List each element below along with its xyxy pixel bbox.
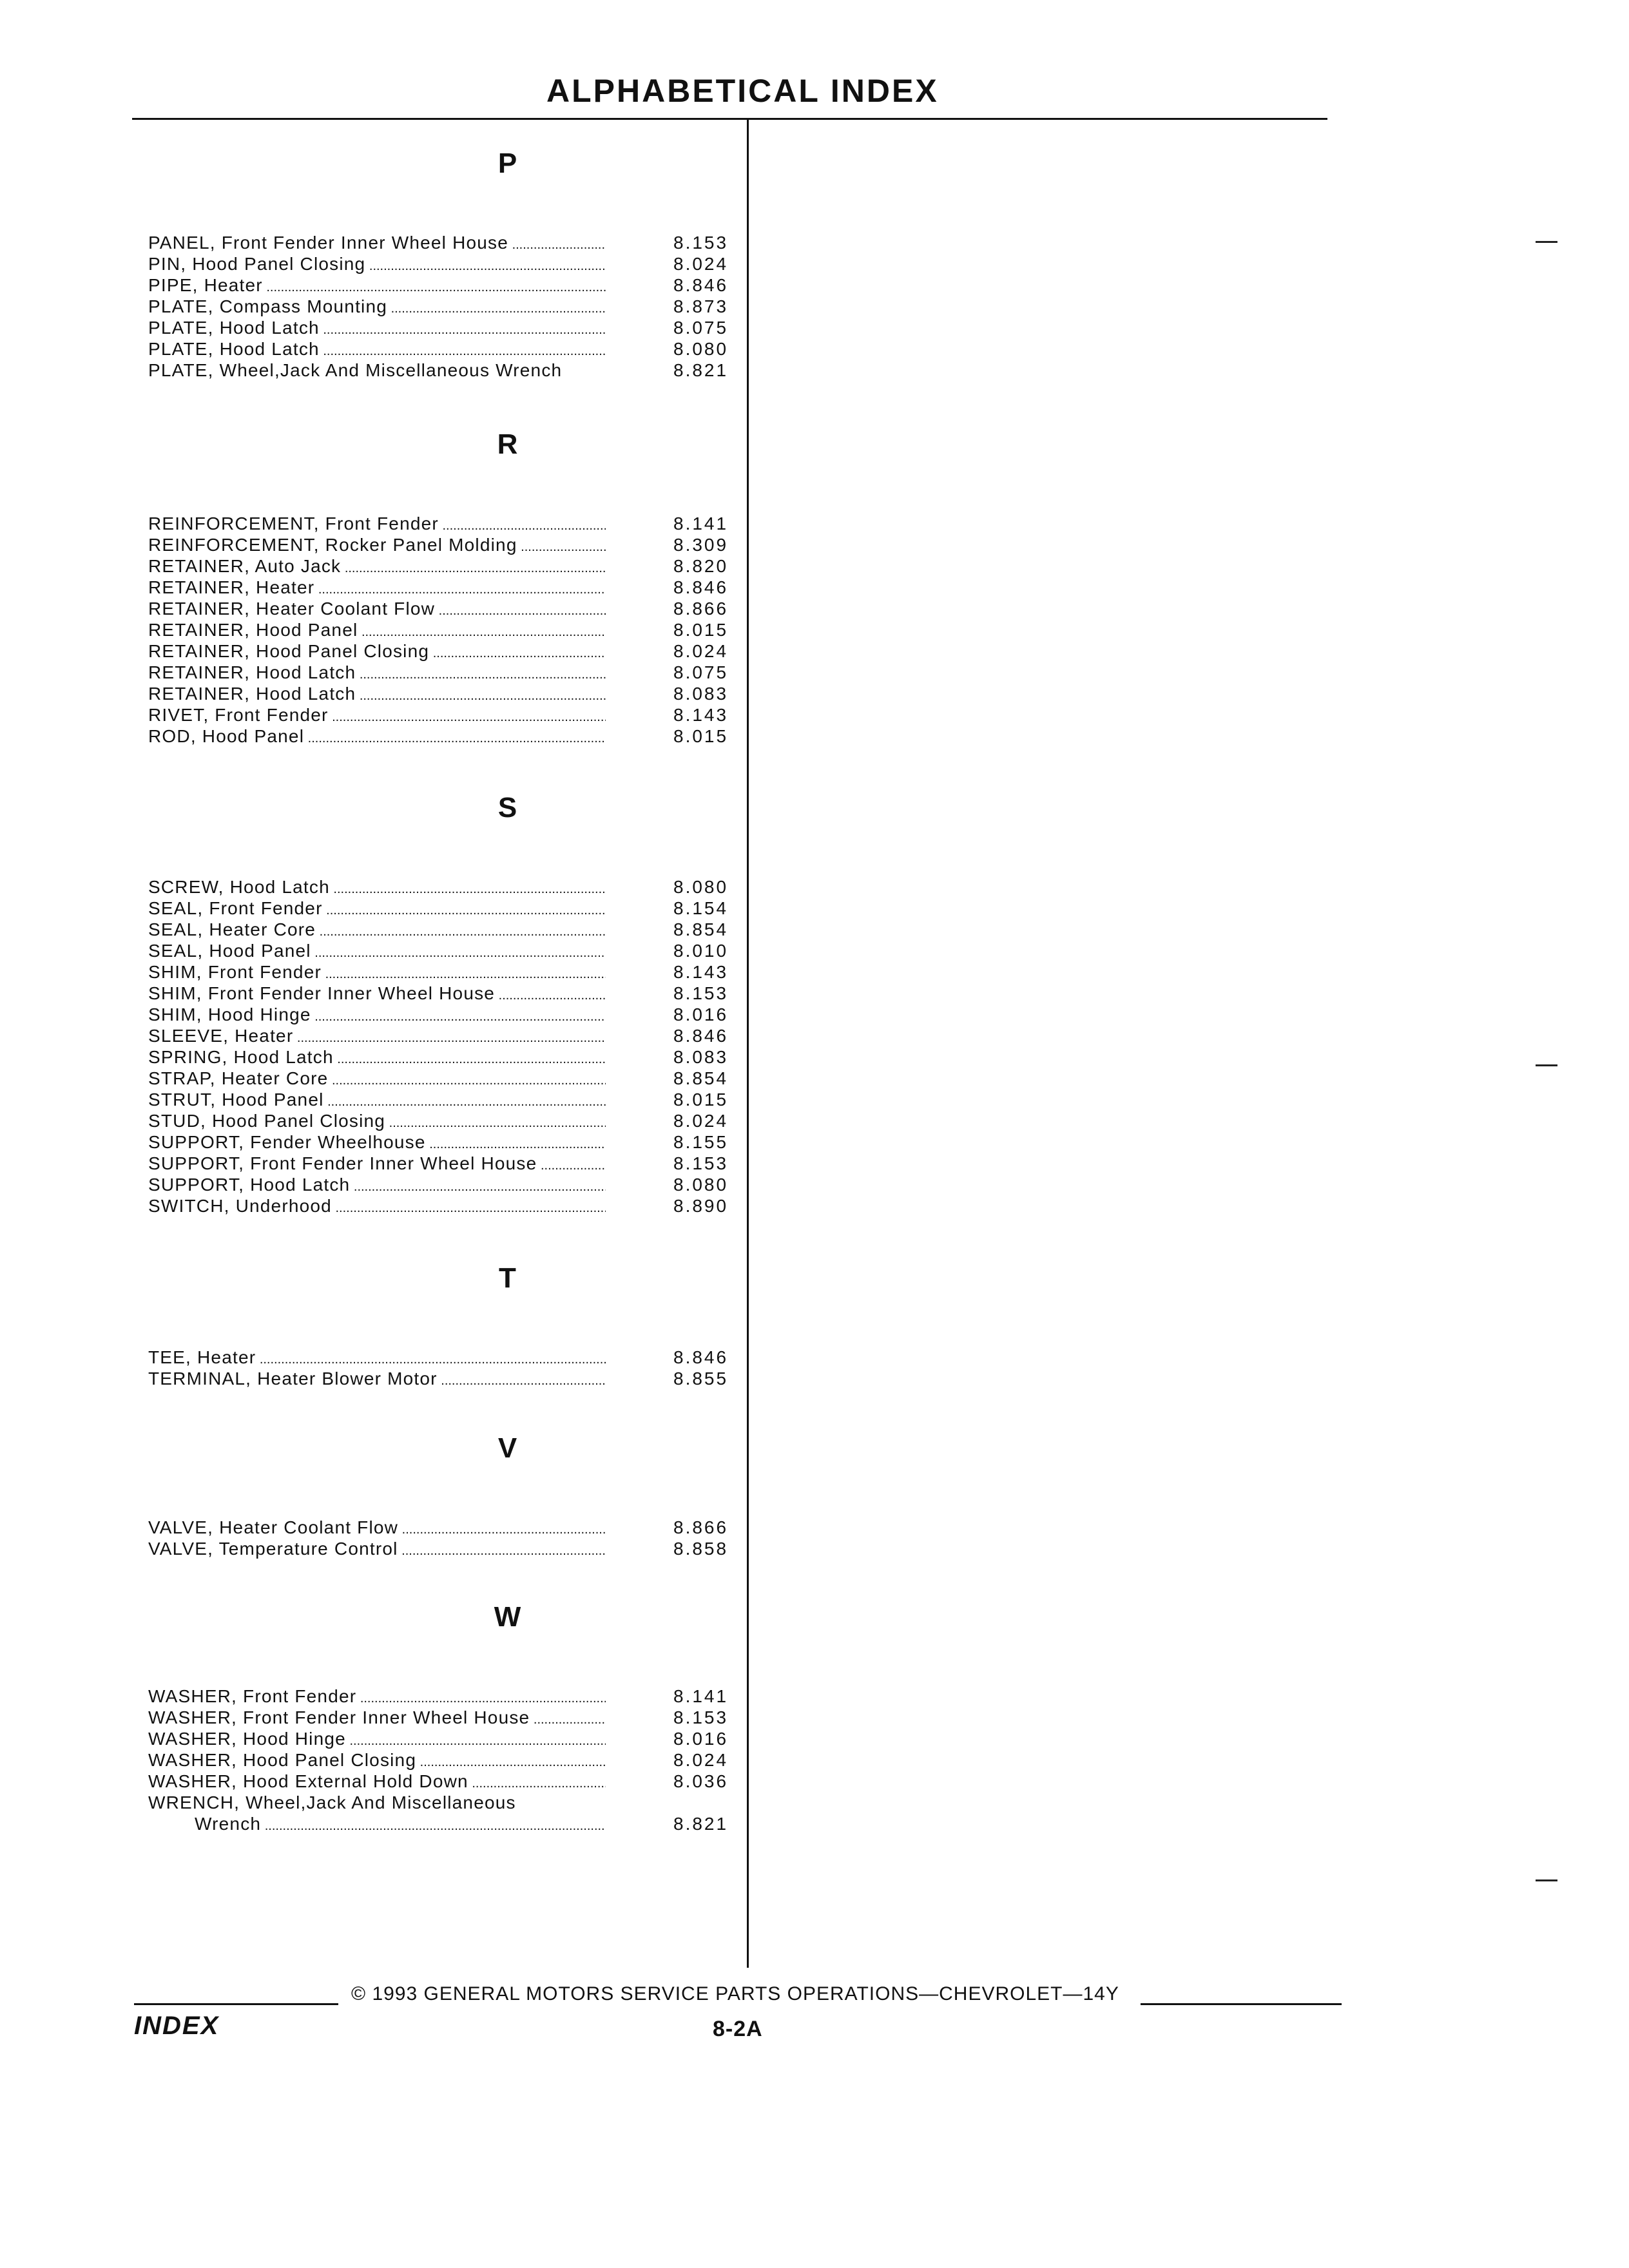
entry-page: 8.846 bbox=[673, 577, 729, 597]
entry-label: SUPPORT, Fender Wheelhouse ..... bbox=[148, 1131, 606, 1155]
index-entry bbox=[148, 940, 738, 961]
entry-label: SHIM, Front Fender ..... bbox=[148, 961, 606, 985]
index-entry bbox=[148, 338, 738, 360]
entry-page: 8.143 bbox=[673, 705, 729, 725]
index-entry bbox=[148, 513, 738, 534]
index-section-r bbox=[148, 425, 738, 747]
entry-page: 8.080 bbox=[673, 1175, 729, 1195]
entry-page: 8.080 bbox=[673, 339, 729, 359]
section-letter: R bbox=[497, 428, 518, 460]
entry-label: PIN, Hood Panel Closing ..... bbox=[148, 253, 606, 277]
index-entry bbox=[148, 534, 738, 555]
entry-page: 8.890 bbox=[673, 1196, 729, 1216]
footer-rule-right bbox=[1141, 2003, 1342, 2005]
entry-label: RETAINER, Hood Latch ..... bbox=[148, 683, 606, 707]
entry-page: 8.873 bbox=[673, 296, 729, 316]
index-entry bbox=[148, 1538, 738, 1559]
section-entries bbox=[148, 513, 738, 747]
entry-label: SHIM, Front Fender Inner Wheel House ..... bbox=[148, 983, 606, 1006]
index-entry bbox=[148, 1347, 738, 1368]
entry-label: STRUT, Hood Panel ..... bbox=[148, 1089, 606, 1113]
entry-page: 8.143 bbox=[673, 962, 729, 982]
entry-label: SUPPORT, Hood Latch ..... bbox=[148, 1174, 606, 1198]
entry-page: 8.016 bbox=[673, 1729, 729, 1749]
section-entries bbox=[148, 232, 738, 381]
entry-page: 8.854 bbox=[673, 1068, 729, 1088]
section-entries bbox=[148, 1517, 738, 1559]
entry-label: RETAINER, Heater ..... bbox=[148, 577, 606, 601]
index-entry bbox=[148, 1517, 738, 1538]
entry-label: SWITCH, Underhood ..... bbox=[148, 1195, 606, 1219]
scan-edge-mark bbox=[1536, 1879, 1557, 1881]
entry-label: WASHER, Front Fender Inner Wheel House ..... bbox=[148, 1707, 606, 1731]
entry-page: 8.015 bbox=[673, 620, 729, 640]
index-entry bbox=[148, 253, 738, 274]
index-section-s bbox=[148, 789, 738, 1216]
index-section-p bbox=[148, 144, 738, 381]
section-letter: T bbox=[499, 1262, 516, 1294]
section-entries bbox=[148, 1347, 738, 1389]
entry-page: 8.854 bbox=[673, 919, 729, 939]
scan-edge-mark bbox=[1536, 1064, 1557, 1066]
index-entry bbox=[148, 1174, 738, 1195]
index-entry bbox=[148, 1792, 738, 1813]
index-entry bbox=[148, 577, 738, 598]
entry-page: 8.083 bbox=[673, 684, 729, 704]
entry-label: STUD, Hood Panel Closing ..... bbox=[148, 1110, 606, 1134]
index-entry bbox=[148, 1153, 738, 1174]
entry-page: 8.153 bbox=[673, 983, 729, 1003]
index-entry bbox=[148, 1068, 738, 1089]
entry-label: RIVET, Front Fender ..... bbox=[148, 704, 606, 728]
entry-page: 8.153 bbox=[673, 1707, 729, 1727]
index-entry bbox=[148, 619, 738, 640]
entry-page: 8.846 bbox=[673, 275, 729, 295]
index-entry bbox=[148, 640, 738, 662]
index-entry bbox=[148, 919, 738, 940]
section-entries bbox=[148, 876, 738, 1216]
index-entry bbox=[148, 360, 738, 381]
index-entry bbox=[148, 961, 738, 983]
column-divider bbox=[747, 119, 749, 1968]
scan-edge-mark bbox=[1536, 241, 1557, 243]
entry-label: REINFORCEMENT, Front Fender ..... bbox=[148, 513, 606, 537]
index-section-w bbox=[148, 1598, 738, 1834]
footer-section-name: INDEX bbox=[134, 2012, 220, 2040]
section-entries bbox=[148, 1686, 738, 1834]
index-entry bbox=[148, 1686, 738, 1707]
entry-page: 8.821 bbox=[673, 1814, 729, 1834]
entry-page: 8.855 bbox=[673, 1369, 729, 1389]
entry-label: SEAL, Front Fender ..... bbox=[148, 898, 606, 921]
entry-label: TEE, Heater ..... bbox=[148, 1347, 606, 1370]
entry-page: 8.024 bbox=[673, 1111, 729, 1131]
index-entry bbox=[148, 704, 738, 726]
index-entry bbox=[148, 1368, 738, 1389]
entry-label: SLEEVE, Heater ..... bbox=[148, 1025, 606, 1049]
index-entry bbox=[148, 1025, 738, 1046]
footer-page-number: 8-2A bbox=[713, 2017, 763, 2041]
entry-page: 8.821 bbox=[673, 360, 729, 380]
entry-label: ROD, Hood Panel ..... bbox=[148, 726, 606, 749]
entry-page: 8.154 bbox=[673, 898, 729, 918]
index-entry bbox=[148, 1131, 738, 1153]
entry-label: RETAINER, Hood Latch ..... bbox=[148, 662, 606, 686]
entry-page: 8.080 bbox=[673, 877, 729, 897]
index-entry bbox=[148, 232, 738, 253]
entry-page: 8.075 bbox=[673, 318, 729, 338]
entry-page: 8.024 bbox=[673, 1750, 729, 1770]
footer-copyright: © 1993 GENERAL MOTORS SERVICE PARTS OPERATIONS—CHEVROLET—14Y bbox=[351, 1983, 1119, 2004]
entry-label: RETAINER, Hood Panel ..... bbox=[148, 619, 606, 643]
section-letter: V bbox=[497, 1432, 517, 1464]
entry-label: TERMINAL, Heater Blower Motor ..... bbox=[148, 1368, 606, 1392]
entry-page: 8.141 bbox=[673, 514, 729, 533]
entry-page: 8.858 bbox=[673, 1539, 729, 1559]
index-entry bbox=[148, 555, 738, 577]
entry-label: PLATE, Compass Mounting ..... bbox=[148, 296, 606, 320]
index-entry bbox=[148, 1089, 738, 1110]
entry-label: SEAL, Hood Panel ..... bbox=[148, 940, 606, 964]
index-entry bbox=[148, 1046, 738, 1068]
entry-label: REINFORCEMENT, Rocker Panel Molding ..... bbox=[148, 534, 606, 558]
entry-label: STRAP, Heater Core ..... bbox=[148, 1068, 606, 1091]
section-letter: P bbox=[497, 148, 517, 179]
entry-page: 8.010 bbox=[673, 941, 729, 961]
index-entry bbox=[148, 317, 738, 338]
entry-label: VALVE, Heater Coolant Flow ..... bbox=[148, 1517, 606, 1541]
entry-label: PLATE, Hood Latch ..... bbox=[148, 317, 606, 341]
footer-rule-left bbox=[134, 2003, 338, 2005]
entry-label: PANEL, Front Fender Inner Wheel House ..... bbox=[148, 232, 606, 256]
entry-label: PLATE, Wheel,Jack And Miscellaneous Wrench bbox=[148, 360, 563, 380]
entry-page: 8.015 bbox=[673, 726, 729, 746]
entry-label: RETAINER, Auto Jack ..... bbox=[148, 555, 606, 579]
index-entry bbox=[148, 1110, 738, 1131]
entry-page: 8.083 bbox=[673, 1047, 729, 1067]
index-entry bbox=[148, 683, 738, 704]
index-section-v bbox=[148, 1429, 738, 1559]
entry-page: 8.866 bbox=[673, 599, 729, 619]
entry-label: PIPE, Heater ..... bbox=[148, 274, 606, 298]
entry-label: VALVE, Temperature Control ..... bbox=[148, 1538, 606, 1562]
index-entry bbox=[148, 296, 738, 317]
title-rule bbox=[132, 118, 1327, 120]
section-letter: W bbox=[494, 1601, 521, 1633]
index-entry bbox=[148, 274, 738, 296]
index-entry bbox=[148, 1813, 738, 1834]
entry-label: WASHER, Front Fender ..... bbox=[148, 1686, 606, 1709]
entry-label: Wrench ..... bbox=[195, 1813, 606, 1837]
index-entry bbox=[148, 598, 738, 619]
index-entry bbox=[148, 1728, 738, 1749]
entry-label: SPRING, Hood Latch ..... bbox=[148, 1046, 606, 1070]
entry-page: 8.155 bbox=[673, 1132, 729, 1152]
entry-label: SCREW, Hood Latch ..... bbox=[148, 876, 606, 900]
section-letter: S bbox=[497, 792, 517, 823]
entry-label: WASHER, Hood Panel Closing ..... bbox=[148, 1749, 606, 1773]
index-section-t bbox=[148, 1259, 738, 1389]
entry-page: 8.153 bbox=[673, 1153, 729, 1173]
entry-label: SEAL, Heater Core ..... bbox=[148, 919, 606, 943]
index-entry bbox=[148, 1707, 738, 1728]
entry-page: 8.153 bbox=[673, 233, 729, 253]
entry-page: 8.016 bbox=[673, 1004, 729, 1024]
entry-label: RETAINER, Heater Coolant Flow ..... bbox=[148, 598, 606, 622]
index-entry bbox=[148, 1195, 738, 1216]
entry-page: 8.141 bbox=[673, 1686, 729, 1706]
entry-page: 8.866 bbox=[673, 1517, 729, 1537]
index-entry bbox=[148, 1771, 738, 1792]
entry-page: 8.024 bbox=[673, 641, 729, 661]
entry-page: 8.024 bbox=[673, 254, 729, 274]
index-entry bbox=[148, 876, 738, 898]
entry-page: 8.015 bbox=[673, 1090, 729, 1110]
entry-label: WASHER, Hood External Hold Down ..... bbox=[148, 1771, 606, 1794]
index-entry bbox=[148, 662, 738, 683]
entry-page: 8.820 bbox=[673, 556, 729, 576]
entry-label: SHIM, Hood Hinge ..... bbox=[148, 1004, 606, 1028]
entry-page: 8.075 bbox=[673, 662, 729, 682]
entry-page: 8.036 bbox=[673, 1771, 729, 1791]
entry-label: PLATE, Hood Latch ..... bbox=[148, 338, 606, 362]
entry-label: RETAINER, Hood Panel Closing ..... bbox=[148, 640, 606, 664]
index-entry bbox=[148, 1004, 738, 1025]
index-entry bbox=[148, 726, 738, 747]
entry-label: WASHER, Hood Hinge ..... bbox=[148, 1728, 606, 1752]
page-title: ALPHABETICAL INDEX bbox=[546, 73, 939, 109]
index-entry bbox=[148, 983, 738, 1004]
entry-label: SUPPORT, Front Fender Inner Wheel House ..... bbox=[148, 1153, 606, 1177]
entry-page: 8.846 bbox=[673, 1347, 729, 1367]
entry-label: WRENCH, Wheel,Jack And Miscellaneous bbox=[148, 1792, 516, 1812]
entry-page: 8.309 bbox=[673, 535, 729, 555]
index-entry bbox=[148, 898, 738, 919]
entry-page: 8.846 bbox=[673, 1026, 729, 1046]
index-entry bbox=[148, 1749, 738, 1771]
